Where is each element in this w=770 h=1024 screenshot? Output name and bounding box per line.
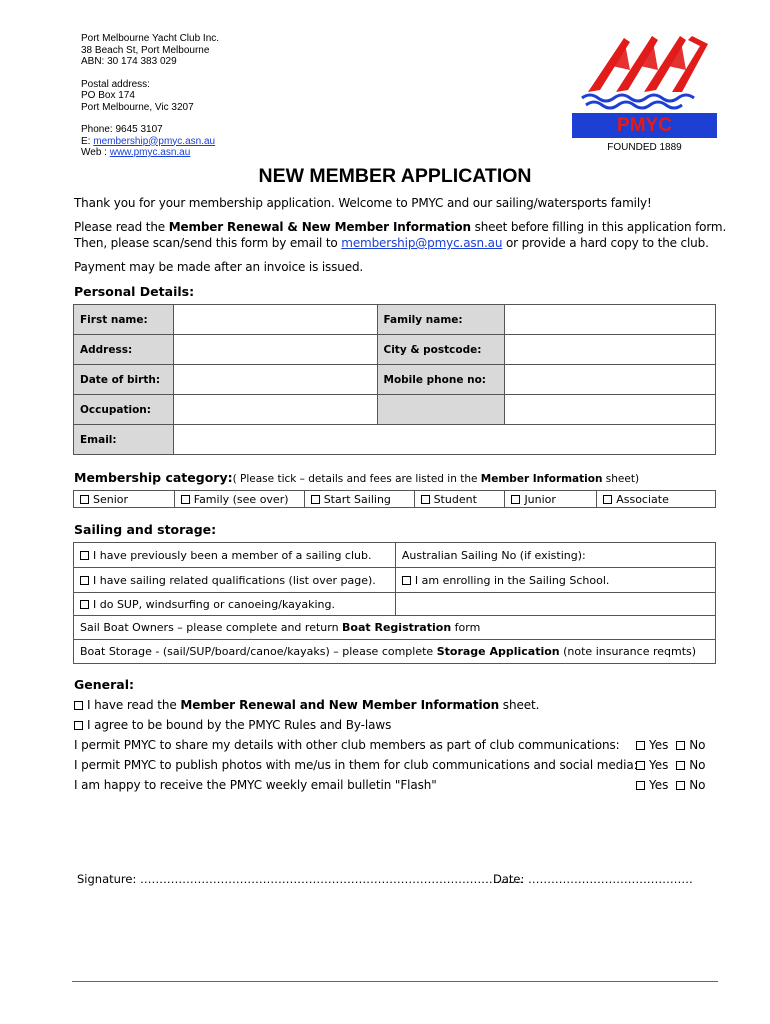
no-label: No: [689, 778, 706, 792]
option-start-sailing[interactable]: [304, 491, 414, 508]
personal-details-table: [73, 304, 716, 455]
family-name-label: Family name:: [377, 305, 505, 335]
signature-line[interactable]: Signature: ……………………………………………………………………………………….: [77, 872, 524, 886]
photos-yes-no[interactable]: [636, 758, 706, 772]
publish-photos-line: I permit PMYC to publish photos with me/us in them for club communications and social media:: [74, 758, 638, 772]
intro-line-2: [74, 220, 726, 234]
qualifications-label: I have sailing related qualifications (list over page).: [93, 573, 376, 587]
founded-year: FOUNDED 1889: [607, 142, 682, 153]
option-label: Senior: [93, 492, 129, 506]
checkbox-icon[interactable]: [80, 600, 89, 609]
option-label: Start Sailing: [323, 492, 391, 506]
club-street: 38 Beach St, Port Melbourne: [81, 44, 210, 56]
agree-label: I agree to be bound by the PMYC Rules and By-laws: [87, 718, 392, 732]
mobile-label: Mobile phone no:: [377, 365, 505, 395]
checkbox-icon[interactable]: [421, 495, 430, 504]
option-associate[interactable]: [597, 491, 716, 508]
po-box: PO Box 174: [81, 90, 135, 101]
footer-divider: [72, 981, 718, 982]
option-family[interactable]: [174, 491, 304, 508]
yes-label: Yes: [649, 738, 669, 752]
sup-option[interactable]: [74, 593, 396, 616]
intro-line-2-bold: Member Renewal & New Member Information: [168, 220, 471, 234]
occupation-field[interactable]: [173, 395, 377, 425]
read-pre: I have read the: [87, 698, 181, 712]
membership-options-table: [73, 490, 716, 508]
checkbox-icon[interactable]: [181, 495, 190, 504]
checkbox-icon[interactable]: [402, 576, 411, 585]
checkbox-icon[interactable]: [511, 495, 520, 504]
intro-line-1: Thank you for your membership application. Welcome to PMYC and our sailing/watersports family!: [74, 196, 652, 210]
club-phone: Phone: 9645 3107: [81, 124, 163, 135]
option-label: Associate: [616, 492, 669, 506]
club-address-block: [81, 33, 219, 159]
occupation-extra-field[interactable]: [505, 395, 716, 425]
email-field[interactable]: [173, 425, 715, 455]
membership-note-pre: ( Please tick – details and fees are listed in the: [232, 473, 481, 485]
boat-pre: Sail Boat Owners – please complete and return: [80, 621, 343, 634]
yes-label: Yes: [649, 758, 669, 772]
membership-heading: Membership category:: [74, 470, 233, 485]
postal-label: Postal address:: [81, 78, 150, 90]
intro-line-3: [74, 236, 709, 250]
option-senior[interactable]: [74, 491, 175, 508]
membership-note-post: sheet): [602, 473, 640, 485]
occupation-spacer: [377, 395, 505, 425]
occupation-label: Occupation:: [74, 395, 174, 425]
boat-registration-row: [74, 616, 716, 640]
web-prefix: Web :: [81, 147, 107, 158]
email-prefix: E:: [81, 135, 91, 147]
checkbox-icon[interactable]: [676, 761, 685, 770]
sailing-heading: Sailing and storage:: [74, 522, 217, 537]
checkbox-icon[interactable]: [636, 741, 645, 750]
no-label: No: [689, 738, 706, 752]
sup-extra-cell: [395, 593, 715, 616]
email-label: Email:: [74, 425, 174, 455]
general-read-line[interactable]: [74, 698, 539, 712]
checkbox-icon[interactable]: [80, 576, 89, 585]
flash-bulletin-line: I am happy to receive the PMYC weekly email bulletin "Flash": [74, 778, 437, 792]
sails-logo-icon: [572, 32, 718, 110]
membership-email-link[interactable]: membership@pmyc.asn.au: [341, 236, 503, 250]
option-label: Family (see over): [193, 492, 289, 506]
membership-note-bold: Member Information: [480, 473, 603, 485]
club-email-link[interactable]: membership@pmyc.asn.au: [93, 135, 216, 147]
mobile-field[interactable]: [505, 365, 716, 395]
checkbox-icon[interactable]: [676, 741, 685, 750]
school-option[interactable]: [395, 568, 715, 593]
checkbox-icon[interactable]: [603, 495, 612, 504]
date-line[interactable]: Date: …………………………………….: [493, 872, 693, 886]
club-name: Port Melbourne Yacht Club Inc.: [81, 33, 220, 44]
boat-storage-row: [74, 640, 716, 664]
general-agree-line[interactable]: [74, 718, 391, 732]
no-label: No: [689, 758, 706, 772]
club-web-link[interactable]: www.pmyc.asn.au: [109, 147, 191, 158]
prev-member-option[interactable]: [74, 543, 396, 568]
option-label: Student: [433, 492, 477, 506]
page-title: NEW MEMBER APPLICATION: [258, 165, 532, 187]
checkbox-icon[interactable]: [74, 701, 83, 710]
family-name-field[interactable]: [505, 305, 716, 335]
flash-yes-no[interactable]: [636, 778, 706, 792]
address-field[interactable]: [173, 335, 377, 365]
share-details-line: I permit PMYC to share my details with other club members as part of club communications:: [74, 738, 620, 752]
checkbox-icon[interactable]: [80, 495, 89, 504]
storage-bold: Storage Application: [436, 645, 560, 658]
city-label: City & postcode:: [377, 335, 505, 365]
checkbox-icon[interactable]: [74, 721, 83, 730]
checkbox-icon[interactable]: [636, 781, 645, 790]
option-student[interactable]: [414, 491, 505, 508]
membership-heading-line: [74, 470, 639, 485]
aus-sailing-field[interactable]: Australian Sailing No (if existing):: [395, 543, 715, 568]
option-label: Junior: [524, 492, 556, 506]
first-name-field[interactable]: [173, 305, 377, 335]
sup-label: I do SUP, windsurfing or canoeing/kayaking.: [93, 597, 335, 611]
read-post: sheet.: [499, 698, 540, 712]
school-label: I am enrolling in the Sailing School.: [414, 573, 610, 587]
first-name-label: First name:: [74, 305, 174, 335]
option-junior[interactable]: [505, 491, 597, 508]
checkbox-icon[interactable]: [311, 495, 320, 504]
storage-pre: Boat Storage - (sail/SUP/board/canoe/kayaks) – please complete: [80, 645, 437, 658]
address-label: Address:: [74, 335, 174, 365]
intro-line-3-post: or provide a hard copy to the club.: [502, 236, 709, 250]
read-bold: Member Renewal and New Member Information: [180, 698, 500, 712]
general-heading: General:: [74, 677, 134, 692]
boat-bold: Boat Registration: [342, 621, 452, 634]
dob-label: Date of birth:: [74, 365, 174, 395]
dob-field[interactable]: [173, 365, 377, 395]
storage-post: (note insurance reqmts): [559, 645, 697, 658]
club-abn: ABN: 30 174 383 029: [81, 56, 177, 67]
pmyc-logo: [572, 32, 718, 153]
checkbox-icon[interactable]: [636, 761, 645, 770]
intro-line-3-pre: Then, please scan/send this form by email to: [74, 236, 342, 250]
postal-city: Port Melbourne, Vic 3207: [81, 101, 194, 113]
yes-label: Yes: [649, 778, 669, 792]
intro-line-2-pre: Please read the: [74, 220, 169, 234]
prev-member-label: I have previously been a member of a sailing club.: [93, 548, 372, 562]
checkbox-icon[interactable]: [80, 551, 89, 560]
qualifications-option[interactable]: [74, 568, 396, 593]
checkbox-icon[interactable]: [676, 781, 685, 790]
personal-heading: Personal Details:: [74, 284, 195, 299]
share-yes-no[interactable]: [636, 738, 706, 752]
sailing-table: [73, 542, 716, 664]
intro-line-4: Payment may be made after an invoice is issued.: [74, 260, 364, 274]
city-field[interactable]: [505, 335, 716, 365]
intro-line-2-post: sheet before filling in this application form.: [470, 220, 727, 234]
logo-abbr: PMYC: [572, 113, 717, 138]
boat-post: form: [451, 621, 481, 634]
